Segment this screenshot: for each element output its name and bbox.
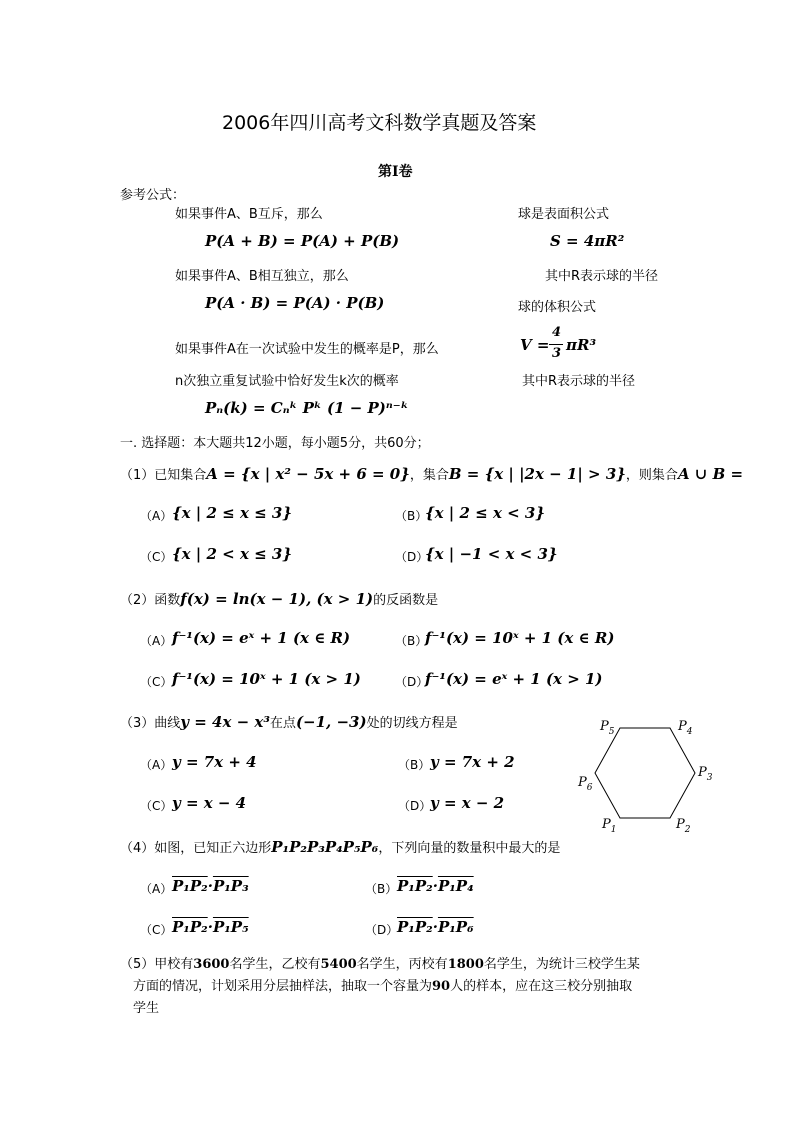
q4-d-dot: · — [432, 918, 438, 936]
q3-option-b-label: （B） — [398, 758, 431, 772]
question-1-stem — [120, 464, 743, 483]
q3-option-c-label: （C） — [140, 799, 173, 813]
question-5-line-1 — [120, 953, 640, 972]
q4-c-vector-1: P₁P₂ — [172, 918, 208, 936]
q2-option-c: f⁻¹(x) = 10ˣ + 1 (x > 1) — [172, 670, 361, 688]
q5-text-2: 名学生，乙校有 — [229, 957, 321, 972]
q4-b-vector-2: P₁P₄ — [437, 877, 474, 895]
ref-right-formula-1: S = 4πR² — [550, 232, 625, 250]
q3-stem-a: （3）曲线 — [120, 716, 181, 731]
label-p5: $P_5$ — [600, 719, 615, 737]
q5-text-5: 方面的情况，计划采用分层抽样法，抽取一个容量为 — [133, 979, 433, 994]
q4-d-vector-2: P₁P₆ — [437, 918, 474, 936]
q3-option-a-label: （A） — [140, 758, 173, 772]
page-title: 2006年四川高考文科数学真题及答案 — [222, 112, 537, 134]
q5-text-1: （5）甲校有 — [120, 957, 194, 972]
volume-formula-lhs: V = — [520, 336, 550, 354]
q1-stem-b: ，集合 — [409, 468, 449, 483]
q1-set-b: B = {x | |2x − 1| > 3} — [448, 465, 626, 483]
label-p1: $P_1$ — [602, 817, 617, 835]
question-3-stem — [120, 712, 458, 731]
q2-option-a: f⁻¹(x) = eˣ + 1 (x ∈ R) — [172, 629, 351, 647]
ref-formula-3: Pₙ(k) = Cₙᵏ Pᵏ (1 − P)ⁿ⁻ᵏ — [205, 399, 409, 417]
q4-option-d-label: （D） — [365, 923, 399, 937]
ref-right-1: 球是表面积公式 — [518, 207, 610, 222]
hexagon-figure — [570, 708, 720, 843]
hexagon-shape — [595, 728, 695, 818]
q5-text-3: 名学生，丙校有 — [356, 957, 448, 972]
q3-curve: y = 4x − x³ — [180, 713, 270, 731]
q1-set-a: A = {x | x² − 5x + 6 = 0} — [206, 465, 410, 483]
q3-option-d: y = x − 2 — [430, 794, 505, 812]
q2-option-d: f⁻¹(x) = eˣ + 1 (x > 1) — [425, 670, 603, 688]
q3-stem-b: 在点 — [269, 716, 296, 731]
q4-c-dot: · — [207, 918, 213, 936]
ref-label: 参考公式： — [120, 188, 186, 203]
q3-option-a: y = 7x + 4 — [172, 753, 257, 771]
q4-option-a — [172, 877, 249, 895]
q1-expr: A ∪ B = — [677, 465, 744, 483]
ref-text-1: 如果事件A、B互斥，那么 — [175, 207, 323, 222]
q5-number-1: 3600 — [193, 957, 230, 972]
q4-option-b — [397, 877, 474, 895]
q4-d-vector-1: P₁P₂ — [397, 918, 433, 936]
q5-text-4: 名学生，为统计三校学生某 — [483, 957, 640, 972]
ref-text-3: 如果事件A在一次试验中发生的概率是P，那么 — [175, 342, 439, 357]
q5-text-6: 人的样本，应在这三校分别抽取 — [450, 979, 633, 994]
q3-stem-c: 处的切线方程是 — [366, 716, 458, 731]
q2-stem-a: （2）函数 — [120, 593, 181, 608]
q4-stem-b: ，下列向量的数量积中最大的是 — [378, 841, 561, 856]
q4-option-c — [172, 918, 249, 936]
q2-option-b: f⁻¹(x) = 10ˣ + 1 (x ∈ R) — [425, 629, 615, 647]
question-5-line-2 — [133, 975, 632, 994]
volume-heading: 第Ⅰ卷 — [378, 164, 413, 180]
q2-option-d-label: （D） — [395, 675, 429, 689]
q2-option-c-label: （C） — [140, 675, 173, 689]
ref-right-2: 其中R表示球的半径 — [545, 269, 659, 284]
ref-right-3: 球的体积公式 — [518, 300, 597, 315]
label-p4: $P_4$ — [678, 719, 693, 737]
label-p6: $P_6$ — [578, 775, 593, 793]
q3-option-d-label: （D） — [398, 799, 432, 813]
q5-number-3: 1800 — [447, 957, 484, 972]
q3-option-b: y = 7x + 2 — [430, 753, 515, 771]
q4-b-vector-1: P₁P₂ — [397, 877, 433, 895]
q2-func: f(x) = ln(x − 1), (x > 1) — [180, 590, 374, 608]
q4-a-dot: · — [207, 877, 213, 895]
ref-formula-1: P(A + B) = P(A) + P(B) — [205, 232, 400, 250]
question-2-stem — [120, 589, 438, 608]
volume-fraction-numerator: 4 — [552, 325, 562, 340]
q1-option-d: {x | −1 < x < 3} — [425, 545, 558, 563]
q4-option-c-label: （C） — [140, 923, 173, 937]
q4-a-vector-1: P₁P₂ — [172, 877, 208, 895]
q4-option-b-label: （B） — [365, 882, 398, 896]
question-4-stem — [120, 837, 560, 856]
q1-option-a-label: （A） — [140, 509, 173, 523]
volume-formula-rhs: πR³ — [566, 336, 597, 354]
q3-option-c: y = x − 4 — [172, 794, 247, 812]
volume-fraction-bar — [549, 344, 563, 345]
q4-b-dot: · — [432, 877, 438, 895]
ref-text-4: n次独立重复试验中恰好发生k次的概率 — [175, 374, 399, 389]
section-heading: 一. 选择题：本大题共12小题，每小题5分，共60分； — [120, 436, 430, 451]
label-p2: $P_2$ — [676, 817, 691, 835]
q5-number-4: 90 — [432, 979, 451, 994]
ref-text-2: 如果事件A、B相互独立，那么 — [175, 269, 349, 284]
question-5-line-3: 学生 — [133, 1001, 160, 1016]
q1-stem-c: ，则集合 — [625, 468, 678, 483]
q4-a-vector-2: P₁P₃ — [212, 877, 249, 895]
q3-point: (−1, −3) — [295, 713, 367, 731]
q1-option-c-label: （C） — [140, 550, 173, 564]
q4-option-a-label: （A） — [140, 882, 173, 896]
q5-number-2: 5400 — [320, 957, 357, 972]
q1-option-b-label: （B） — [395, 509, 428, 523]
q4-stem-a: （4）如图，已知正六边形 — [120, 841, 272, 856]
q2-option-b-label: （B） — [395, 634, 428, 648]
volume-fraction-denominator: 3 — [552, 346, 562, 361]
q1-option-b: {x | 2 ≤ x < 3} — [425, 504, 545, 522]
q4-hexagon-name: P₁P₂P₃P₄P₅P₆ — [271, 838, 379, 856]
q2-option-a-label: （A） — [140, 634, 173, 648]
q1-option-c: {x | 2 < x ≤ 3} — [172, 545, 292, 563]
ref-right-4: 其中R表示球的半径 — [522, 374, 636, 389]
q4-c-vector-2: P₁P₅ — [212, 918, 249, 936]
q1-option-d-label: （D） — [395, 550, 429, 564]
q1-stem-a: （1）已知集合 — [120, 468, 207, 483]
ref-formula-2: P(A · B) = P(A) · P(B) — [205, 294, 385, 312]
q2-stem-b: 的反函数是 — [373, 593, 439, 608]
q1-option-a: {x | 2 ≤ x ≤ 3} — [172, 504, 292, 522]
label-p3: $P_3$ — [698, 765, 713, 783]
q4-option-d — [397, 918, 474, 936]
